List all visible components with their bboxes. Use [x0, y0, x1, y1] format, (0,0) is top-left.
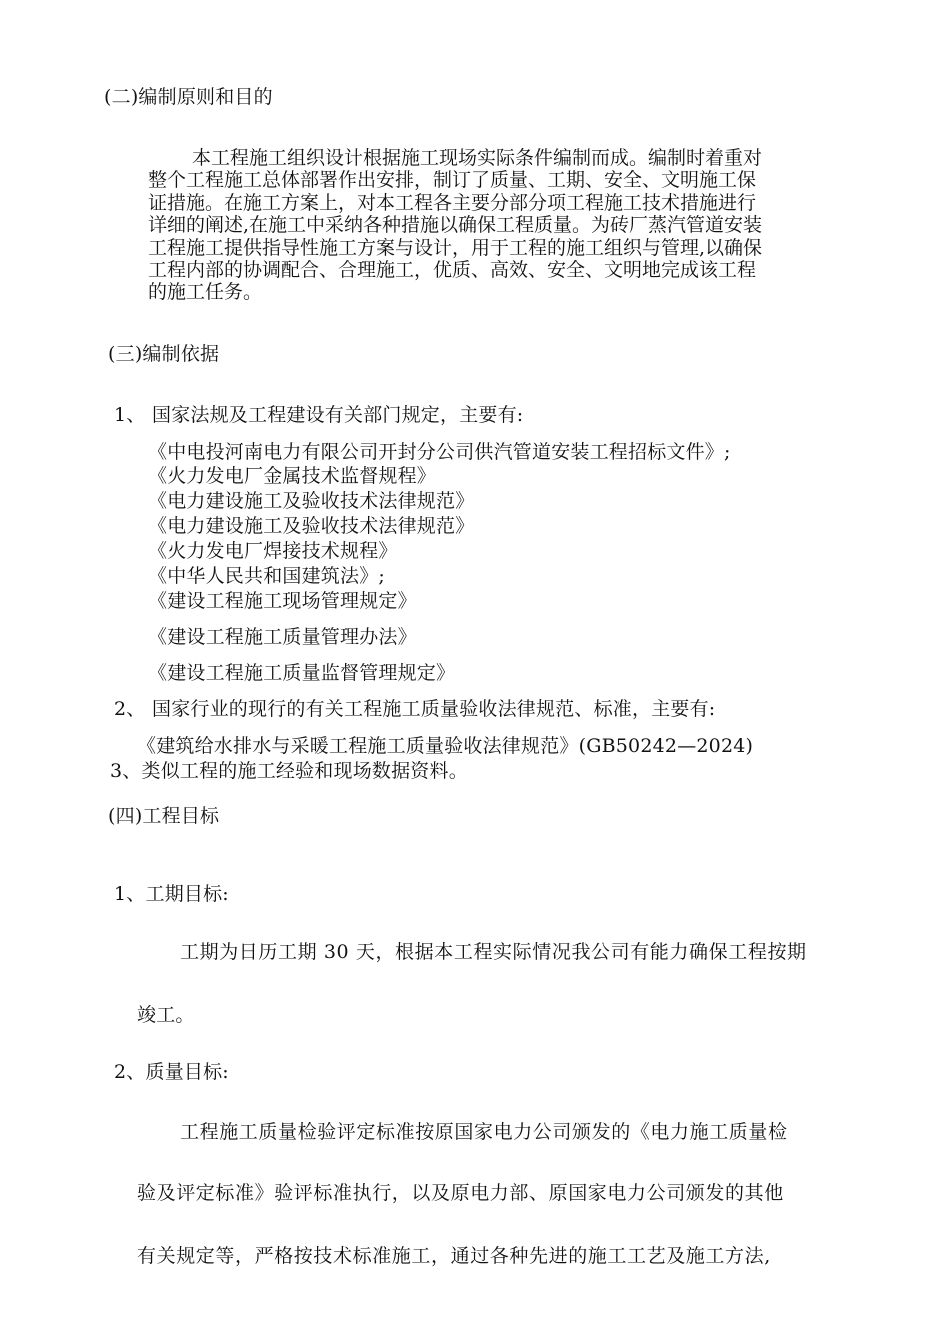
principles-paragraph — [148, 147, 882, 304]
regulation-item: 《中电投河南电力有限公司开封分公司供汽管道安装工程招标文件》; — [148, 441, 731, 463]
regulation-item: 《建设工程施工质量管理办法》 — [148, 626, 417, 648]
section-heading-goals: (四)工程目标 — [108, 805, 220, 827]
goal-heading-quality: 2、质量目标: — [114, 1061, 229, 1083]
regulation-item: 《火力发电厂焊接技术规程》 — [148, 540, 398, 562]
basis-item-3: 3、类似工程的施工经验和现场数据资料。 — [110, 760, 468, 782]
regulation-item: 《建设工程施工质量监督管理规定》 — [148, 662, 456, 684]
paragraph-line: 的施工任务。 — [148, 281, 263, 304]
schedule-text-line: 工期为日历工期 30 天，根据本工程实际情况我公司有能力确保工程按期 — [180, 941, 807, 963]
basis-item-text: 国家行业的现行的有关工程施工质量验收法律规范、标准，主要有: — [152, 698, 716, 720]
standard-item: 《建筑给水排水与采暖工程施工质量验收法律规范》(GB50242—2024) — [137, 735, 754, 757]
regulation-item: 《中华人民共和国建筑法》; — [148, 565, 386, 587]
paragraph-line: 工程施工提供指导性施工方案与设计，用于工程的施工组织与管理,以确保 — [148, 236, 763, 259]
quality-text-line: 有关规定等，严格按技术标准施工，通过各种先进的施工工艺及施工方法, — [137, 1245, 771, 1267]
quality-text-line: 工程施工质量检验评定标准按原国家电力公司颁发的《电力施工质量检 — [180, 1121, 788, 1143]
goal-heading-schedule: 1、工期目标: — [114, 883, 229, 905]
section-heading-principles: (二)编制原则和目的 — [104, 86, 273, 108]
regulation-item: 《火力发电厂金属技术监督规程》 — [148, 465, 437, 487]
paragraph-line: 证措施。在施工方案上，对本工程各主要分部分项工程施工技术措施进行 — [148, 191, 757, 214]
basis-item-number: 2、 — [114, 698, 146, 720]
regulation-item: 《电力建设施工及验收技术法律规范》 — [148, 515, 475, 537]
quality-text-line: 验及评定标准》验评标准执行，以及原电力部、原国家电力公司颁发的其他 — [137, 1182, 784, 1204]
regulation-item: 《建设工程施工现场管理规定》 — [148, 590, 417, 612]
schedule-text-line: 竣工。 — [137, 1004, 195, 1026]
paragraph-line: 详细的阐述,在施工中采纳各种措施以确保工程质量。为砖厂蒸汽管道安装 — [148, 214, 763, 237]
paragraph-line: 工程内部的协调配合、合理施工，优质、高效、安全、文明地完成该工程 — [148, 259, 757, 282]
basis-item-number: 1、 — [114, 404, 146, 426]
paragraph-line: 本工程施工组织设计根据施工现场实际条件编制而成。编制时着重对 — [192, 147, 763, 169]
section-heading-basis: (三)编制依据 — [108, 343, 220, 365]
basis-item-text: 国家法规及工程建设有关部门规定，主要有: — [152, 404, 524, 426]
regulation-item: 《电力建设施工及验收技术法律规范》 — [148, 490, 475, 512]
paragraph-line: 整个工程施工总体部署作出安排，制订了质量、工期、安全、文明施工保 — [148, 169, 757, 192]
